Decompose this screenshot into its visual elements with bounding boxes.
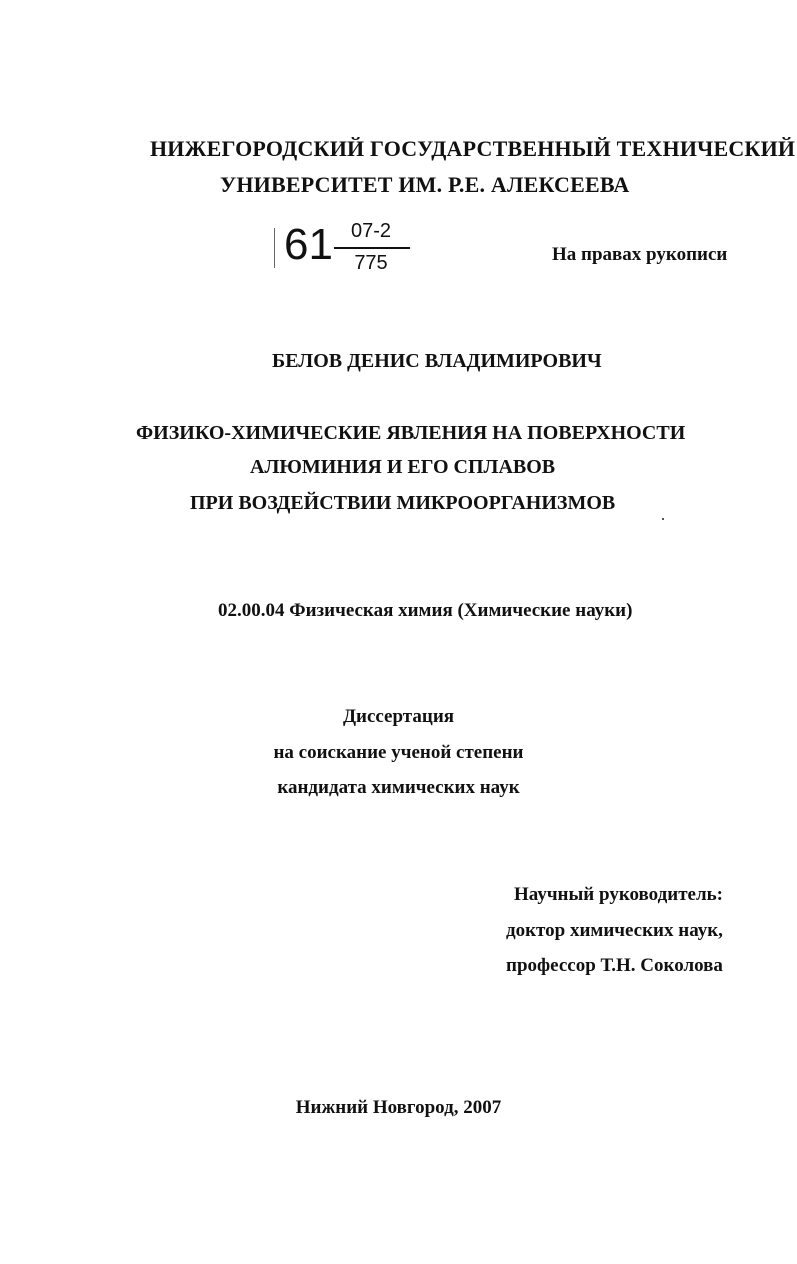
scan-speck — [662, 518, 664, 520]
title-line-2: АЛЮМИНИЯ И ЕГО СПЛАВОВ — [250, 456, 556, 478]
catalog-code-denominator: 775 — [354, 252, 388, 274]
dissertation-label: Диссертация — [342, 706, 455, 727]
place-and-year: Нижний Новгород, 2007 — [295, 1097, 502, 1118]
catalog-code-numerator: 07-2 — [350, 220, 392, 242]
catalog-code-bar — [274, 228, 275, 268]
catalog-code-fraction-rule — [334, 247, 410, 249]
dissertation-degree-line: на соискание ученой степени — [273, 742, 524, 763]
specialty: 02.00.04 Физическая химия (Химические науки) — [218, 600, 633, 621]
title-line-3: ПРИ ВОЗДЕЙСТВИИ МИКРООРГАНИЗМОВ — [190, 492, 616, 514]
catalog-code-main: 61 — [284, 220, 333, 269]
advisor-name: профессор Т.Н. Соколова — [506, 955, 723, 976]
dissertation-field-line: кандидата химических наук — [277, 777, 520, 798]
title-line-1: ФИЗИКО-ХИМИЧЕСКИЕ ЯВЛЕНИЯ НА ПОВЕРХНОСТИ — [136, 422, 686, 444]
institution-line-2: УНИВЕРСИТЕТ ИМ. Р.Е. АЛЕКСЕЕВА — [220, 172, 630, 197]
catalog-code — [270, 218, 420, 280]
advisor-label: Научный руководитель: — [514, 884, 723, 905]
author-name: БЕЛОВ ДЕНИС ВЛАДИМИРОВИЧ — [272, 350, 602, 372]
institution-line-1: НИЖЕГОРОДСКИЙ ГОСУДАРСТВЕННЫЙ ТЕХНИЧЕСКИЙ — [150, 136, 796, 161]
rights-note: На правах рукописи — [552, 244, 728, 265]
advisor-degree: доктор химических наук, — [506, 920, 723, 941]
